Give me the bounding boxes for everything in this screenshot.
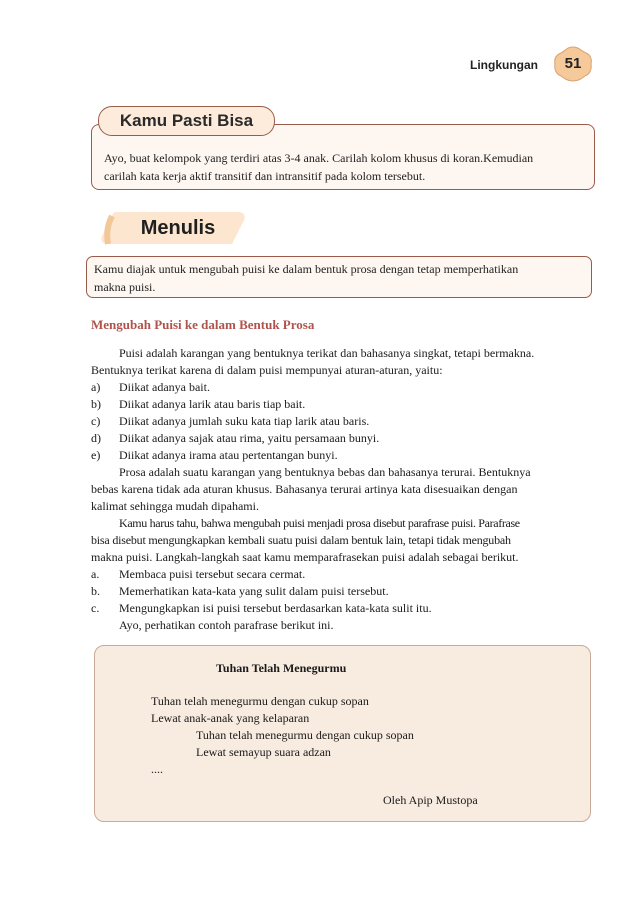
page-number: 51	[564, 55, 582, 72]
menulis-line: makna puisi.	[94, 279, 156, 294]
section-heading: Mengubah Puisi ke dalam Bentuk Prosa	[91, 317, 315, 332]
poem-line: Lewat anak-anak yang kelaparan	[151, 711, 310, 725]
poem-line: Tuhan telah menegurmu dengan cukup sopan	[151, 694, 369, 708]
running-header-chapter: Lingkungan	[470, 58, 538, 72]
list-marker: e)	[91, 448, 101, 462]
paragraph-line: Puisi adalah karangan yang bentuknya terikat dan bahasanya singkat, tetapi bermakna.	[119, 346, 535, 360]
list-marker: a)	[91, 380, 101, 394]
list-item: Memerhatikan kata-kata yang sulit dalam puisi tersebut.	[119, 584, 389, 598]
paragraph-line: Bentuknya terikat karena di dalam puisi mempunyai aturan-aturan, yaitu:	[91, 363, 443, 377]
list-marker: b.	[91, 584, 100, 598]
poem-line: Lewat semayup suara adzan	[196, 745, 331, 759]
poem-line: Tuhan telah menegurmu dengan cukup sopan	[196, 728, 414, 742]
paragraph-line: kalimat sehingga mudah dipahami.	[91, 499, 259, 513]
list-marker: c)	[91, 414, 101, 428]
kamu-pasti-bisa-text	[104, 150, 588, 185]
menulis-title: Menulis	[140, 217, 216, 239]
paragraph-line: Kamu harus tahu, bahwa mengubah puisi menjadi prosa disebut parafrase puisi. Parafrase	[119, 516, 520, 530]
poem-author: Oleh Apip Mustopa	[383, 793, 478, 807]
list-item: Mengungkapkan isi puisi tersebut berdasarkan kata-kata sulit itu.	[119, 601, 432, 615]
kamu-pasti-bisa-title: Kamu Pasti Bisa	[119, 111, 254, 130]
paragraph-line: bisa disebut mengungkapkan kembali suatu puisi dalam bentuk lain, tetapi tidak mengubah	[91, 533, 511, 547]
list-item: Membaca puisi tersebut secara cermat.	[119, 567, 306, 581]
paragraph-line: Prosa adalah suatu karangan yang bentuknya bebas dan bahasanya terurai. Bentuknya	[119, 465, 531, 479]
menulis-line: Kamu diajak untuk mengubah puisi ke dalam bentuk prosa dengan tetap memperhatikan	[94, 262, 519, 276]
list-marker: d)	[91, 431, 101, 445]
list-item: Diikat adanya jumlah suku kata tiap larik atau baris.	[119, 414, 370, 428]
paragraph-line: makna puisi. Langkah-langkah saat kamu memparafrasekan puisi adalah sebagai berikut.	[91, 550, 519, 564]
paragraph-line: bebas karena tidak ada aturan khusus. Bahasanya terurai artinya kata disesuaikan dengan	[91, 482, 518, 496]
list-item: Diikat adanya sajak atau rima, yaitu persamaan bunyi.	[119, 431, 380, 445]
paragraph-line: Ayo, perhatikan contoh parafrase berikut ini.	[119, 618, 334, 632]
list-item: Diikat adanya bait.	[119, 380, 210, 394]
kamu-pasti-bisa-line: carilah kata kerja aktif transitif dan intransitif pada kolom tersebut.	[104, 168, 426, 183]
list-marker: a.	[91, 567, 100, 581]
list-item: Diikat adanya larik atau baris tiap bait.	[119, 397, 306, 411]
list-marker: c.	[91, 601, 100, 615]
list-item: Diikat adanya irama atau pertentangan bunyi.	[119, 448, 338, 462]
menulis-text	[94, 261, 588, 296]
poem-title: Tuhan Telah Menegurmu	[216, 661, 347, 675]
list-marker: b)	[91, 397, 101, 411]
kamu-pasti-bisa-line: Ayo, buat kelompok yang terdiri atas 3-4 anak. Carilah kolom khusus di koran.Kemudian	[104, 151, 534, 165]
poem-line: ....	[151, 762, 163, 776]
